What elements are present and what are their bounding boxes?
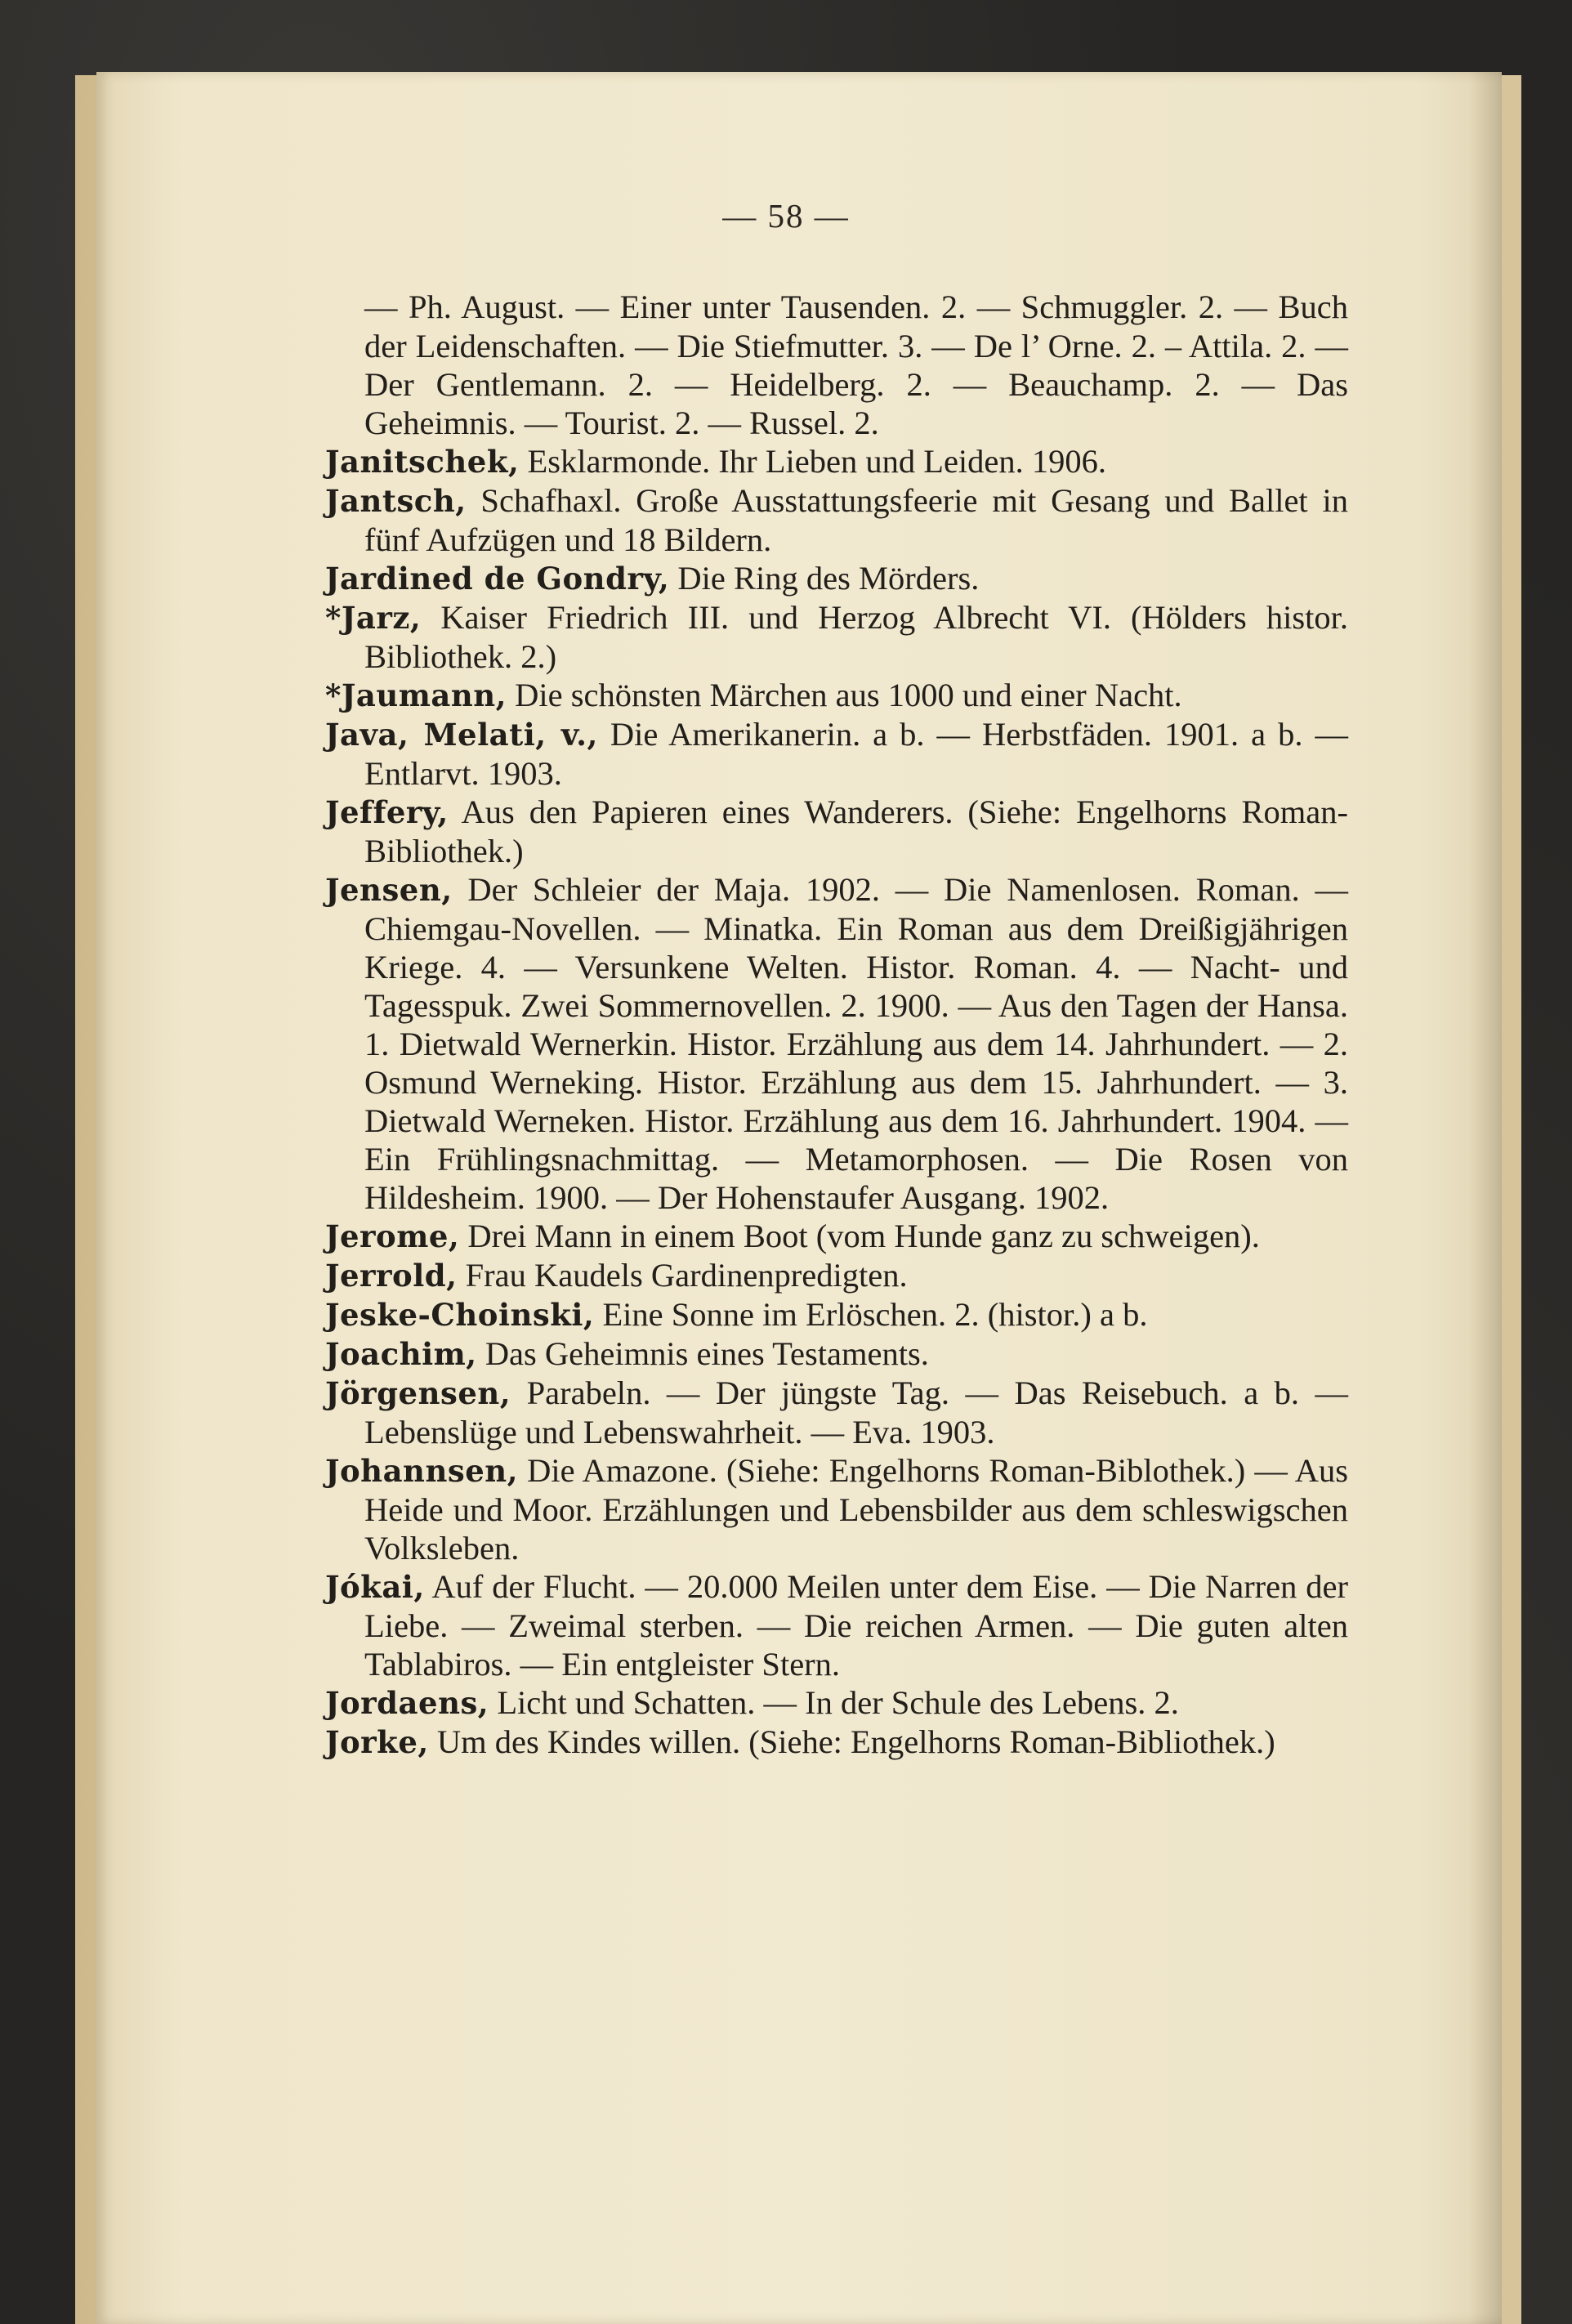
author-name: Jerome, (325, 1218, 460, 1254)
entry-text: Schafhaxl. Große Ausstattungsfeerie mit Gesang und Ballet in fünf Aufzügen und 18 Bildern. (364, 482, 1348, 558)
author-name: Jensen, (325, 872, 453, 908)
entry-text: Der Schleier der Maja. 1902. — Die Namenlosen. Roman. — Chiemgau-Novellen. — Minatka. Ein Roman aus dem Dreißigjährigen Kriege. 4. — Versunkene Welten. Histor. Roman. 4. — Nacht- und Tagesspuk. Zwei Sommernovellen. 2. 1900. — Aus den Tagen der Hansa. 1. Dietwald Wernerkin. Histor. Erzählung aus dem 14. Jahrhundert. — 2. Osmund Werneking. Histor. Erzählung aus dem 15. Jahrhundert. — 3. Dietwald Werneken. Histor. Erzählung aus dem 16. Jahrhundert. 1904. — Ein Frühlingsnachmittag. — Metamorphosen. — Die Rosen von Hildesheim. 1900. — Der Hohenstaufer Ausgang. 1902. (364, 871, 1348, 1216)
catalog-entry (325, 1374, 1348, 1451)
catalog-entry (325, 1683, 1348, 1723)
author-name: Jantsch, (325, 483, 467, 519)
entry-text: Eine Sonne im Erlöschen. 2. (histor.) a b. (594, 1296, 1148, 1333)
author-name: Jardined de Gondry, (325, 561, 670, 597)
catalog-entry (325, 870, 1348, 1217)
entry-text: Drei Mann in einem Boot (vom Hunde ganz zu schweigen). (459, 1218, 1260, 1254)
catalog-entry (325, 793, 1348, 870)
author-name: Joachim, (325, 1336, 477, 1372)
author-name: Jeffery, (325, 794, 449, 830)
entry-text: Parabeln. — Der jüngste Tag. — Das Reisebuch. a b. — Lebenslüge und Lebenswahrheit. — Eva. 1903. (364, 1374, 1348, 1450)
author-name: Jókai, (325, 1569, 425, 1605)
catalog-entry (325, 676, 1348, 715)
catalog-entry (325, 598, 1348, 676)
gutter-shadow (1469, 72, 1502, 2324)
page-number: — 58 — (722, 197, 850, 235)
author-name: *Jaumann, (325, 677, 507, 713)
catalog-entry (325, 442, 1348, 481)
entry-text: Kaiser Friedrich III. und Herzog Albrecht VI. (Hölders histor. Bibliothek. 2.) (364, 599, 1348, 675)
entry-text: Um des Kindes willen. (Siehe: Engelhorns Roman-Bibliothek.) (428, 1723, 1275, 1760)
author-name: Java, Melati, v., (325, 717, 598, 753)
entry-text: Auf der Flucht. — 20.000 Meilen unter dem Eise. — Die Narren der Liebe. — Zweimal sterben. — Die reichen Armen. — Die guten alten Tablabiros. — Ein entgleister Stern. (364, 1568, 1348, 1683)
catalog-entry (325, 288, 1348, 442)
author-name: Jordaens, (325, 1685, 489, 1721)
catalog-entry (325, 559, 1348, 598)
entry-text: Das Geheimnis eines Testaments. (476, 1335, 929, 1372)
catalog-entry (325, 1567, 1348, 1683)
entry-text: Esklarmonde. Ihr Lieben und Leiden. 1906. (519, 443, 1107, 480)
catalog-entry (325, 1217, 1348, 1256)
author-name: Johannsen, (325, 1453, 519, 1489)
catalog-entry (325, 1451, 1348, 1567)
entry-text: Die Ring des Mörders. (669, 560, 980, 597)
author-name: Jerrold, (325, 1258, 458, 1294)
catalog-entry (325, 1256, 1348, 1295)
entry-text: Aus den Papieren eines Wanderers. (Siehe: Engelhorns Roman-Bibliothek.) (364, 793, 1348, 869)
author-name: Janitschek, (325, 444, 520, 480)
author-name: Jorke, (325, 1724, 429, 1760)
author-name: Jeske-Choinski, (325, 1297, 595, 1333)
entry-text: — Ph. August. — Einer unter Tausenden. 2. — Schmuggler. 2. — Buch der Leidenschaften. — Die Stiefmutter. 3. — De l’ Orne. 2. – Attila. 2. — Der Gentlemann. 2. — Heidelberg. 2. — Beauchamp. 2. — Das Geheimnis. — Tourist. 2. — Russel. 2. (364, 288, 1348, 441)
author-name: Jörgensen, (325, 1375, 511, 1411)
catalog-entry (325, 481, 1348, 559)
catalog-entry (325, 1295, 1348, 1334)
catalog-entry (325, 1334, 1348, 1374)
catalog-entry (325, 1723, 1348, 1762)
entry-text: Die Amerikanerin. a b. — Herbstfäden. 1901. a b. — Entlarvt. 1903. (364, 716, 1348, 792)
author-name: *Jarz, (325, 600, 422, 636)
entry-text: Die Amazone. (Siehe: Engelhorns Roman-Biblothek.) — Aus Heide und Moor. Erzählungen und Lebensbilder aus dem schleswigschen Volksleben. (364, 1452, 1348, 1566)
catalog-list (325, 288, 1348, 1762)
catalog-entry (325, 715, 1348, 793)
entry-text: Die schönsten Märchen aus 1000 und einer Nacht. (507, 677, 1182, 713)
entry-text: Frau Kaudels Gardinenpredigten. (457, 1257, 908, 1294)
entry-text: Licht und Schatten. — In der Schule des Lebens. 2. (489, 1684, 1179, 1721)
